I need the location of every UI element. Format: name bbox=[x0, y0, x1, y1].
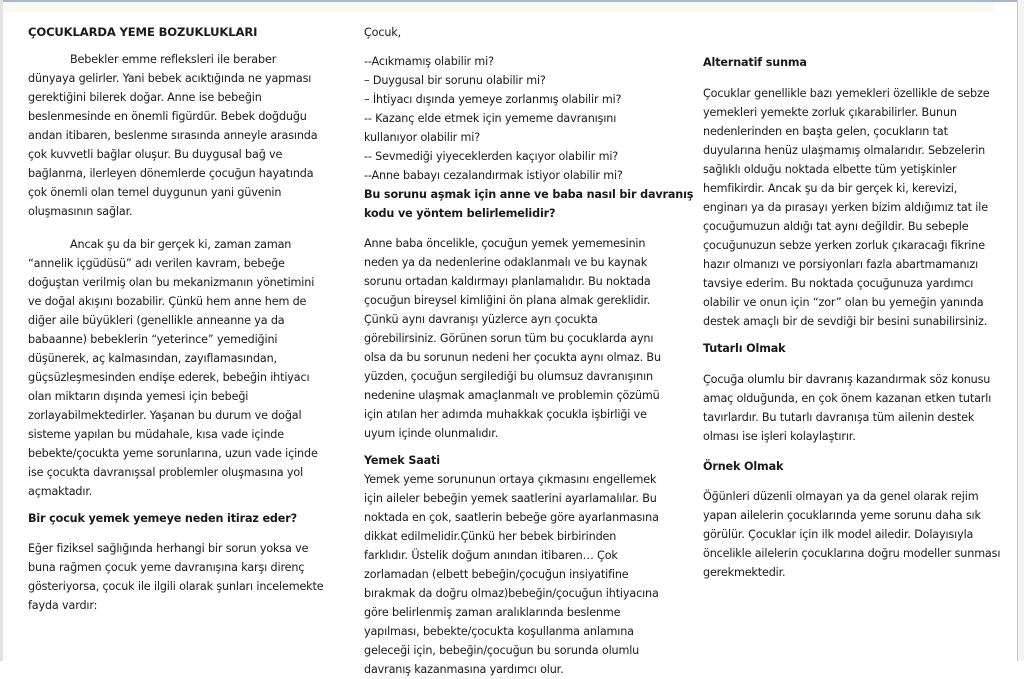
section-heading: Yemek Saati bbox=[364, 454, 440, 467]
text-line: Çünkü aynı davranışı yüzlerce ayrı çocukta bbox=[364, 313, 598, 326]
text-line: dikkat edilmelidir.Çünkü her bebek birbirinden bbox=[364, 530, 617, 543]
text-line: amaç olduğunda, en çok önem kazanan etken tutarlı bbox=[703, 392, 992, 405]
text-line: çok önemli olan temel duygunun yani güvenin bbox=[28, 186, 282, 199]
section-heading: Bu sorunu aşmak için anne ve baba nasıl bir davranış bbox=[364, 188, 694, 201]
paragraph-alternatives bbox=[703, 84, 989, 331]
text-line: hazır olmanızı ve porsiyonları fazla abartmamanızı bbox=[703, 258, 979, 271]
text-line: Eğer fiziksel sağlığında herhangi bir sorun yoksa ve bbox=[28, 542, 309, 555]
text-line: çok kuvvetli bağlar oluşur. Bu duygusal bağ ve bbox=[28, 148, 283, 161]
paragraph-role-model bbox=[703, 487, 1000, 582]
list-item: -- Kazanç elde etmek için yememe davranışını bbox=[364, 112, 617, 125]
text-line: buna rağmen çocuk yeme davranışına karşı direnç bbox=[28, 561, 305, 574]
text-line: bebekte/çocukta yeme sorunlarına, uzun vade içinde bbox=[28, 447, 318, 460]
text-line: sisteme yapılan bu müdahale, kısa vade içinde bbox=[28, 428, 284, 441]
text-line: zorlayabilmektedirler. Yaşanan bu durum ve doğal bbox=[28, 409, 302, 422]
list-item: – İhtiyacı dışında yemeye zorlanmış olabilir mi? bbox=[364, 93, 622, 106]
text-line: olan miktarın dışında yemesi için bebeği bbox=[28, 390, 249, 403]
list-item: – Duygusal bir sorunu olabilir mi? bbox=[364, 74, 546, 87]
text-line: geleceği için, bebeğin/çocuğun bu sorunda olumlu bbox=[364, 644, 640, 657]
text-line: çocuğunuzun sebze yerken zorluk çıkaracağı fikrine bbox=[703, 239, 985, 252]
section-heading: Örnek Olmak bbox=[703, 460, 784, 473]
section-heading: Tutarlı Olmak bbox=[703, 342, 786, 355]
text-line: noktada en çok, saatlerin bebeğe göre ayarlanmasına bbox=[364, 511, 659, 524]
text-line: enginarı ya da pırasayı yerken bizim aldığımız tat ile bbox=[703, 201, 988, 214]
text-line: dünyaya gelirler. Yani bebek acıktığında ne yapması bbox=[28, 72, 312, 85]
section-meal-time bbox=[364, 451, 659, 679]
paragraph-intro bbox=[28, 50, 317, 221]
text-line: destek amaçlı bir de sevdiği bir besini sunabilirsiniz. bbox=[703, 315, 988, 328]
text-line: oluşmasının sağlar. bbox=[28, 205, 133, 218]
text-line: ve doğal akışını bozabilir. Çünkü hem anne hem de bbox=[28, 295, 307, 308]
text-line: Ancak şu da bir gerçek ki, zaman zaman bbox=[70, 238, 292, 251]
text-line: zorlamadan (elbett bebeğin/çocuğun insiyatifine bbox=[364, 568, 629, 581]
paragraph-parents bbox=[364, 234, 661, 443]
text-line: görebilirsiniz. Görünen sorun tüm bu çocuklarda aynı bbox=[364, 332, 654, 345]
paragraph-maternal-instinct bbox=[28, 235, 318, 501]
text-line: duyularına henüz ulaşmamış olmalarıdır. Sebzelerin bbox=[703, 144, 986, 157]
vertical-scrollbar[interactable] bbox=[1018, 0, 1024, 661]
text-line: göre belirlenmiş zaman aralıklarında beslenme bbox=[364, 606, 621, 619]
text-line: yapan ailelerin çocuklarında yeme sorunu daha sık bbox=[703, 509, 981, 522]
text-line: bırakmak da doğru olmaz)bebeğin/çocuğun ihtiyacına bbox=[364, 587, 659, 600]
text-line: için atılan her adımda muhakkak çocukla işbirliği ve bbox=[364, 408, 647, 421]
text-line: olsa da bu sorunun nedeni her çocukta aynı olmaz. Bu bbox=[364, 351, 661, 364]
text-line: hemfikirdir. Ancak şu da bir gerçek ki, kerevizi, bbox=[703, 182, 958, 195]
text-line: için aileler bebeğin yemek saatlerini ayarlamalılar. Bu bbox=[364, 492, 657, 505]
text-line: olması ise işleri kolaylaştırır. bbox=[703, 430, 856, 443]
text-line: nedenlerinden en başta gelen, çocukların tat bbox=[703, 125, 948, 138]
text-line: davranış kazanmasına yardımcı olur. bbox=[364, 663, 564, 676]
section-heading: Alternatif sunma bbox=[703, 56, 807, 69]
text-line: yapılması, bebekte/çocukta koşullanma anlamına bbox=[364, 625, 634, 638]
text-line: öncelikle ailelerin çocuklarına doğru modeller sunması bbox=[703, 547, 1001, 560]
text-line: Çocuğa olumlu bir davranış kazandırmak söz konusu bbox=[703, 373, 991, 386]
text-line: doğuştan verilmiş olan bu mekanizmanın yönetimini bbox=[28, 276, 315, 289]
text-line: ise çocukta davranışsal problemler oluşmasına yol bbox=[28, 466, 304, 479]
section-heading: Bir çocuk yemek yemeye neden itiraz eder? bbox=[28, 512, 297, 525]
text-line: tavsiye ederim. Bu noktada çocuğunuza yardımcı bbox=[703, 277, 974, 290]
text-line: diğer aile büyükleri (genellikle anneanne ya da bbox=[28, 314, 285, 327]
text-line: nedenine ulaşmak amaçlanmalı ve problemin çözümü bbox=[364, 389, 660, 402]
text-line: sağlıklı olduğu noktada elbette tüm yetişkinler bbox=[703, 163, 957, 176]
text-line: fayda vardır: bbox=[28, 599, 98, 612]
paragraph-physical-health bbox=[28, 539, 323, 615]
text-line: olabilir ve onun için “zor” olan bu yemeğin yanında bbox=[703, 296, 984, 309]
text-line: açmaktadır. bbox=[28, 485, 93, 498]
text-line: gerektiğini bilerek doğar. Anne ise bebeğin bbox=[28, 91, 262, 104]
text-line: babaanne) bebeklerin “yeterince” yemediğini bbox=[28, 333, 278, 346]
paragraph-consistency bbox=[703, 370, 991, 446]
text-line: sorunu ortadan kaldırmayı planlamalıdır. Bu noktada bbox=[364, 275, 651, 288]
text-line: Anne baba öncelikle, çocuğun yemek yememesinin bbox=[364, 237, 646, 250]
text-line: Çocuklar genellikle bazı yemekleri özellikle de sebze bbox=[703, 87, 990, 100]
text-line: neden ya da nedenlerine odaklanmalı ve bu kaynak bbox=[364, 256, 648, 269]
text-line: andan itibaren, beslenme sırasında anneyle arasında bbox=[28, 129, 318, 142]
document-title: ÇOCUKLARDA YEME BOZUKLUKLARI bbox=[28, 25, 258, 39]
text-line: uyum içinde olunmalıdır. bbox=[364, 427, 499, 440]
text-line: Yemek yeme sorununun ortaya çıkmasını engellemek bbox=[364, 473, 657, 486]
text-line: çocuğun bireysel kimliğini ön plana almak gereklidir. bbox=[364, 294, 651, 307]
list-item: --Anne babayı cezalandırmak istiyor olabilir mi? bbox=[364, 169, 623, 182]
text-line: düşünerek, aç kalmasından, zayıflamasından, bbox=[28, 352, 277, 365]
section-heading: kodu ve yöntem belirlemelidir? bbox=[364, 207, 556, 220]
intro-line: Çocuk, bbox=[364, 26, 402, 39]
text-line: yüzden, çocuğun sergilediği bu olumsuz davranışının bbox=[364, 370, 653, 383]
list-item: kullanıyor olabilir mi? bbox=[364, 131, 481, 144]
text-line: tavırlardır. Bu tutarlı davranışa tüm ailenin destek bbox=[703, 411, 975, 424]
text-line: “annelik içgüdüsü” adı verilen kavram, bebeğe bbox=[28, 257, 285, 270]
text-line: bağlanma, ilerleyen dönemlerde çocuğun hayatında bbox=[28, 167, 314, 180]
list-item: --Acıkmamış olabilir mi? bbox=[364, 55, 494, 68]
text-line: görülür. Çocuklar için ilk model ailedir. Dolayısıyla bbox=[703, 528, 974, 541]
text-line: yemekleri yemekte zorluk çıkarabilirler. Bunun bbox=[703, 106, 957, 119]
text-line: beslenmesinde en önemli figürdür. Bebek doğduğu bbox=[28, 110, 307, 123]
text-line: gerekmektedir. bbox=[703, 566, 786, 579]
text-line: Bebekler emme refleksleri ile beraber bbox=[70, 53, 277, 66]
text-line: gösteriyorsa, çocuk ile ilgili olarak şunları incelemekte bbox=[28, 580, 324, 593]
text-line: güçsüzleşmesinden endişe ederek, bebeğin ihtiyacı bbox=[28, 371, 310, 384]
text-line: çocuğumuzun aldığı tat aynı değildir. Bu sebeple bbox=[703, 220, 969, 233]
list-item: -- Sevmediği yiyeceklerden kaçıyor olabilir mi? bbox=[364, 150, 619, 163]
text-line: Öğünleri düzenli olmayan ya da genel olarak rejim bbox=[703, 490, 979, 503]
question-list bbox=[364, 52, 693, 223]
text-line: farklıdır. Üstelik doğum anından itibaren… Çok bbox=[364, 549, 618, 562]
